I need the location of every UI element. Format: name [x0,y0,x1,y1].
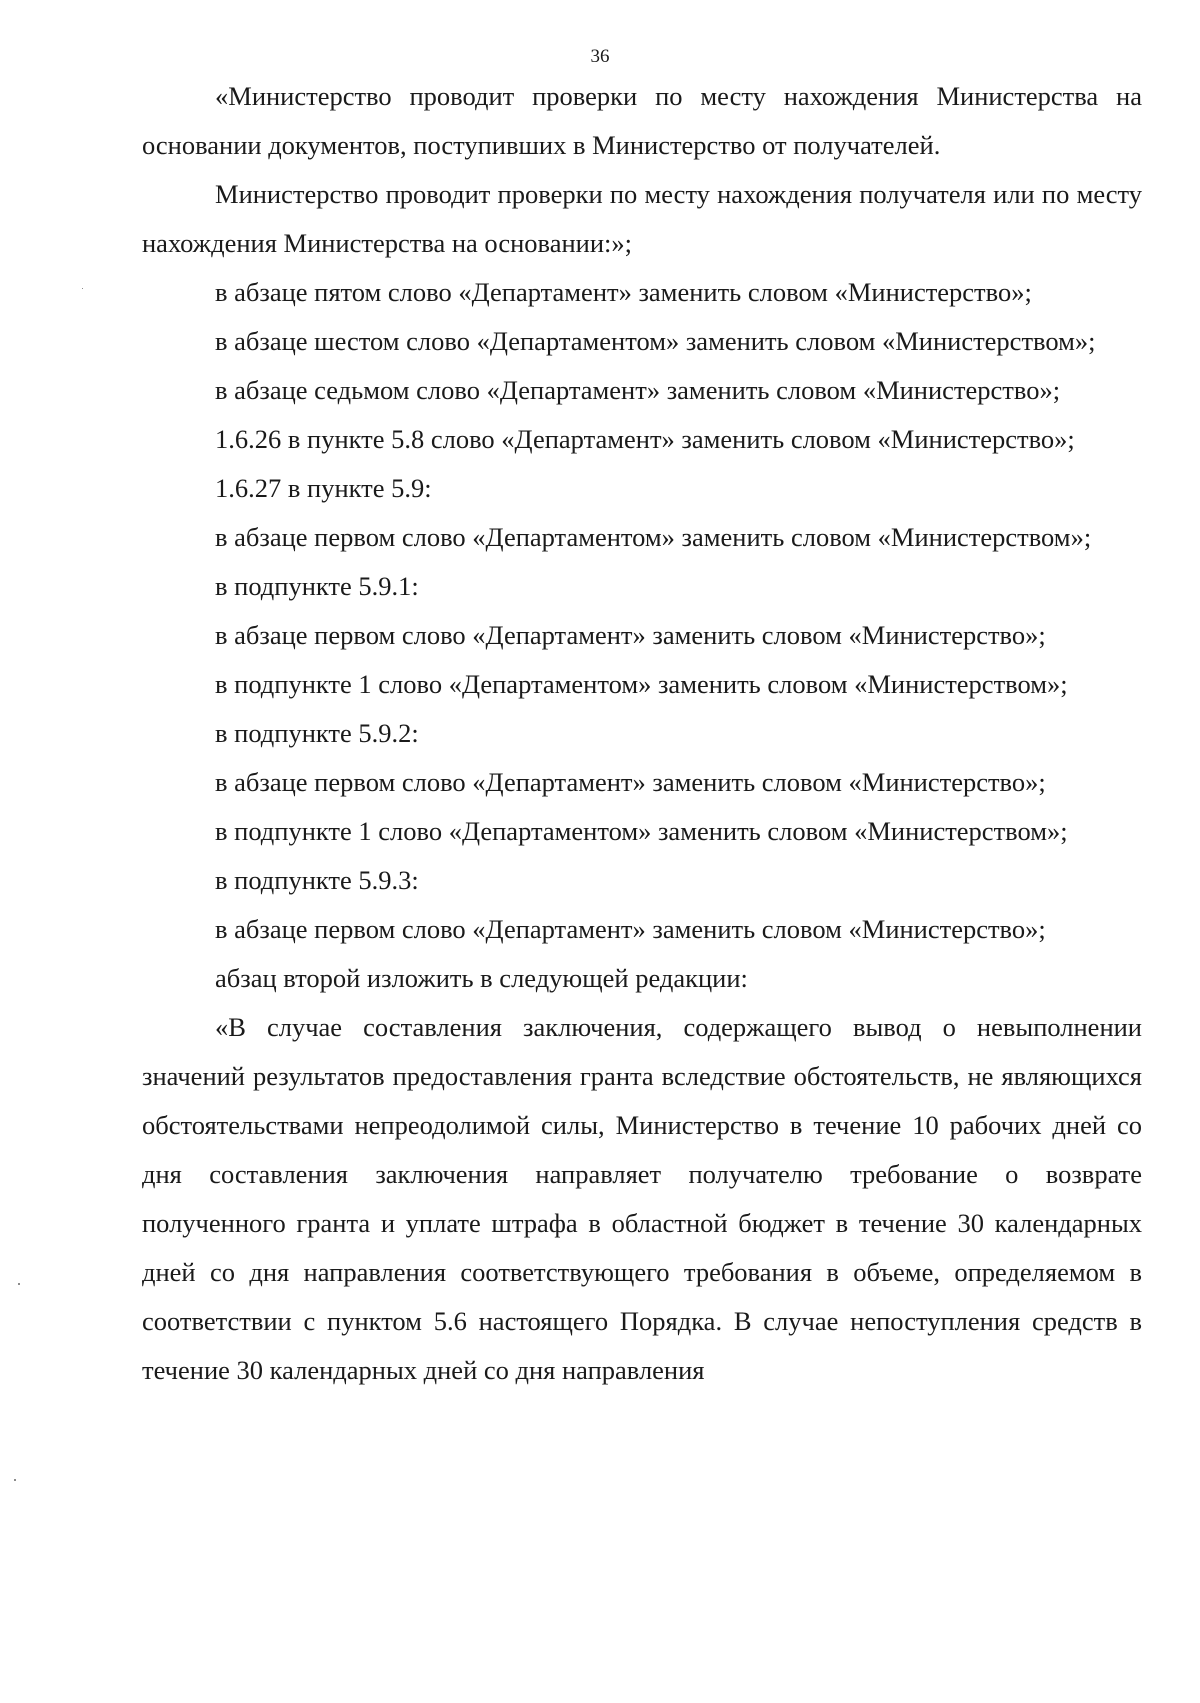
paragraph: в подпункте 5.9.2: [215,718,419,748]
document-body [142,72,1142,1395]
scan-speck [18,1283,20,1285]
paragraph: 1.6.26 в пункте 5.8 слово «Департамент» заменить словом «Министерство»; [215,424,1075,454]
paragraph: «В случае составления заключения, содержащего вывод о невыполнении значений результатов предоставления гранта вследствие обстоятельств, не являющихся обстоятельствами непреодолимой силы, Министерство в течение 10 рабочих дней со дня составления заключения направляет получателю требование о возврате полученного гранта и уплате штрафа в областной бюджет в течение 30 календарных дней со дня направления соответствующего требования в объеме, определяемом в соответствии с пунктом 5.6 настоящего Порядка. В случае непоступления средств в течение 30 календарных дней со дня направления [142,1012,1142,1385]
paragraph: 1.6.27 в пункте 5.9: [215,473,432,503]
paragraph: в абзаце пятом слово «Департамент» заменить словом «Министерство»; [215,277,1032,307]
paragraph: в абзаце шестом слово «Департаментом» заменить словом «Министерством»; [215,326,1096,356]
paragraph: в абзаце первом слово «Департамент» заменить словом «Министерство»; [215,767,1046,797]
paragraph: в абзаце первом слово «Департамент» заменить словом «Министерство»; [215,914,1046,944]
page-number: 36 [590,46,610,67]
paragraph: в абзаце первом слово «Департаментом» заменить словом «Министерством»; [215,522,1092,552]
paragraph: в подпункте 1 слово «Департаментом» заменить словом «Министерством»; [215,669,1068,699]
paragraph: в подпункте 1 слово «Департаментом» заменить словом «Министерством»; [215,816,1068,846]
paragraph: Министерство проводит проверки по месту нахождения получателя или по месту нахождения Министерства на основании:»; [142,179,1142,258]
scan-speck [14,1479,16,1481]
paragraph: в абзаце первом слово «Департамент» заменить словом «Министерство»; [215,620,1046,650]
paragraph: в абзаце седьмом слово «Департамент» заменить словом «Министерство»; [215,375,1061,405]
paragraph: в подпункте 5.9.1: [215,571,419,601]
paragraph: в подпункте 5.9.3: [215,865,419,895]
scan-speck [82,288,83,289]
paragraph: абзац второй изложить в следующей редакции: [215,963,748,993]
paragraph: «Министерство проводит проверки по месту нахождения Министерства на основании документов, поступивших в Министерство от получателей. [142,81,1142,160]
